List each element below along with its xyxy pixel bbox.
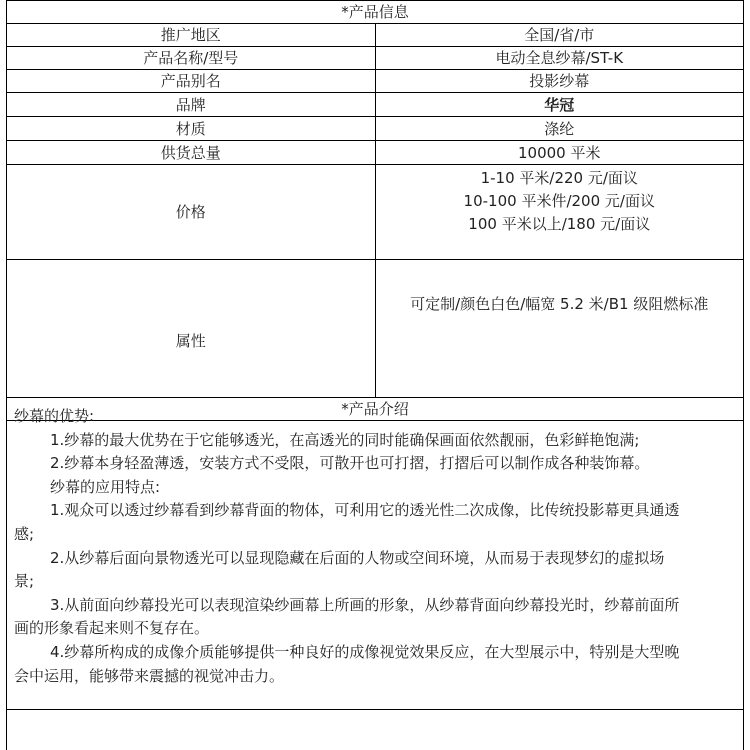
row-value-brand: 华冠 — [375, 93, 744, 117]
row-label-region: 推广地区 — [7, 24, 376, 47]
feature-item-line: 2.从纱幕后面向景物透光可以显现隐藏在后面的人物或空间环境，从而易于表现梦幻的虚拟场 — [50, 548, 665, 567]
table-row — [7, 47, 744, 70]
feature-item-line: 1.观众可以透过纱幕看到纱幕背面的物体，可利用它的透光性二次成像，比传统投影幕更具通透 — [50, 501, 680, 520]
advantage-item: 1.纱幕的最大优势在于它能够透光，在高透光的同时能确保画面依然靓丽，色彩鲜艳饱满; — [50, 430, 640, 449]
row-value-price — [375, 165, 744, 260]
feature-item-continuation: 景; — [14, 572, 35, 591]
feature-item-continuation: 感; — [14, 524, 35, 543]
row-value-attribute: 可定制/颜色白色/幅宽 5.2 米/B1 级阻燃标准 — [375, 260, 744, 398]
row-value-supply: 10000 平米 — [375, 141, 744, 165]
row-value-alias: 投影纱幕 — [375, 70, 744, 93]
row-label-brand: 品牌 — [7, 93, 376, 117]
row-label-model: 产品名称/型号 — [7, 47, 376, 70]
product-intro-header: *产品介绍 — [7, 398, 744, 421]
feature-item-continuation: 画的形象看起来则不复存在。 — [14, 619, 210, 638]
price-line: 100 平米以上/180 元/面议 — [468, 215, 651, 233]
feature-item-line: 3.从前面向纱幕投光可以表现渲染纱画幕上所画的形象，从纱幕背面向纱幕投光时，纱幕前面所 — [50, 595, 680, 614]
row-value-model: 电动全息纱幕/ST-K — [375, 47, 744, 70]
table-row — [7, 165, 744, 260]
table-row — [7, 260, 744, 398]
row-label-attribute: 属性 — [7, 260, 376, 398]
product-spec-table — [6, 0, 744, 421]
row-label-material: 材质 — [7, 117, 376, 141]
table-row — [7, 24, 744, 47]
product-intro-body — [6, 401, 744, 710]
features-title: 纱幕的应用特点: — [50, 477, 161, 496]
table-row — [7, 141, 744, 165]
feature-item-continuation: 会中运用，能够带来震撼的视觉冲击力。 — [14, 666, 285, 685]
row-label-price: 价格 — [7, 165, 376, 260]
table-row — [7, 117, 744, 141]
advantages-title: 纱幕的优势: — [14, 407, 95, 425]
row-value-material: 涤纶 — [375, 117, 744, 141]
table-row — [7, 93, 744, 117]
row-label-supply: 供货总量 — [7, 141, 376, 165]
feature-item-line: 4.纱幕所构成的成像介质能够提供一种良好的成像视觉效果反应，在大型展示中，特别是大型晚 — [50, 642, 680, 661]
row-value-region: 全国/省/市 — [375, 24, 744, 47]
advantage-item: 2.纱幕本身轻盈薄透，安装方式不受限，可散开也可打摺，打摺后可以制作成各种装饰幕。 — [50, 454, 650, 473]
table-row — [7, 70, 744, 93]
price-line: 1-10 平米/220 元/面议 — [480, 169, 638, 187]
price-line: 10-100 平米件/200 元/面议 — [463, 192, 655, 210]
product-info-header: *产品信息 — [7, 1, 744, 24]
row-label-alias: 产品别名 — [7, 70, 376, 93]
